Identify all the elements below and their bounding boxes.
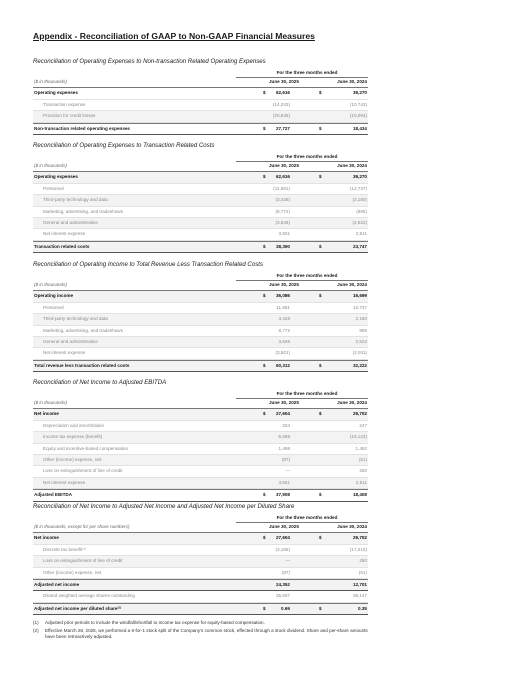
value-2024: (51) bbox=[358, 456, 367, 462]
row-label: Income tax expense (benefit) bbox=[43, 434, 103, 440]
value-2024: 18,408 bbox=[352, 492, 367, 498]
period-header: For the three months ended bbox=[276, 70, 338, 75]
row-label: Marketing, advertising, and tradeshows bbox=[43, 208, 123, 214]
period-header: For the three months ended bbox=[276, 273, 338, 278]
period-header: For the three months ended bbox=[276, 391, 338, 396]
table-row bbox=[33, 241, 368, 253]
value-2025: 8,772 bbox=[278, 327, 290, 333]
value-2024: (10,094) bbox=[349, 113, 367, 119]
table-row bbox=[33, 421, 368, 432]
table-row bbox=[33, 348, 368, 359]
table-row bbox=[33, 88, 368, 99]
column-header-row bbox=[33, 161, 368, 172]
row-label: Provision for credit losses bbox=[43, 113, 96, 119]
table-row bbox=[33, 326, 368, 337]
reconciliation-table bbox=[33, 77, 368, 135]
table-row bbox=[33, 455, 368, 466]
table-row bbox=[33, 303, 368, 314]
value-2025: 38,390 bbox=[275, 243, 290, 249]
footnote-text: Effective March 28, 2025, we performed a 6-for-1 stock split of the Company's common stock, effected through a stock dividend. Share and per-share amounts have been retroactively adjusted. bbox=[45, 628, 368, 639]
value-2025: 60,312 bbox=[275, 362, 290, 368]
section-title: Reconciliation of Operating Expenses to Non-transaction Related Operating Expenses bbox=[33, 58, 266, 65]
row-label: Adjusted EBITDA bbox=[34, 492, 73, 498]
value-2024: 16,699 bbox=[352, 293, 367, 299]
row-label: Diluted weighted average shares outstanding bbox=[43, 593, 135, 599]
value-2024: 2,180 bbox=[355, 316, 367, 322]
table-row bbox=[33, 195, 368, 206]
column-header-2024: June 30, 2024 bbox=[337, 282, 367, 287]
row-label: Personnel bbox=[43, 304, 64, 310]
table-row bbox=[33, 229, 368, 240]
value-2024: (17,210) bbox=[349, 546, 367, 552]
value-2024: (995) bbox=[356, 208, 367, 214]
row-label: General and administrative bbox=[43, 219, 98, 225]
dollar-sign: $ bbox=[263, 605, 266, 611]
row-label: Adjusted net income per diluted share⁽²⁾ bbox=[34, 605, 122, 611]
value-2025: 62,616 bbox=[275, 90, 290, 96]
value-2025: 1,498 bbox=[278, 445, 290, 451]
table-row bbox=[33, 218, 368, 229]
column-header-2025: June 30, 2025 bbox=[269, 524, 299, 529]
value-2024: 12,701 bbox=[352, 581, 367, 587]
value-2024: 0.35 bbox=[358, 605, 367, 611]
value-2025: (87) bbox=[281, 569, 290, 575]
value-2025: (3,846) bbox=[275, 219, 290, 225]
table-row bbox=[33, 466, 368, 477]
column-header-2025: June 30, 2025 bbox=[269, 282, 299, 287]
dollar-sign: $ bbox=[319, 243, 322, 249]
value-2024: 12,737 bbox=[352, 304, 367, 310]
unit-label: ($ in thousands) bbox=[34, 282, 67, 287]
value-2025: 3,501 bbox=[278, 479, 290, 485]
value-2025: 62,616 bbox=[275, 174, 290, 180]
column-header-row bbox=[33, 522, 368, 533]
value-2025: (87) bbox=[281, 456, 290, 462]
table-row bbox=[33, 337, 368, 348]
table-row bbox=[33, 123, 368, 135]
dollar-sign: $ bbox=[263, 362, 266, 368]
table-row bbox=[33, 111, 368, 122]
value-2024: 247 bbox=[359, 422, 367, 428]
value-2025: (8,772) bbox=[275, 208, 290, 214]
value-2024: 260 bbox=[359, 468, 367, 474]
value-2024: (12,737) bbox=[349, 185, 367, 191]
dollar-sign: $ bbox=[319, 411, 322, 417]
dollar-sign: $ bbox=[319, 90, 322, 96]
unit-label: ($ in thousands, except for per share numbers) bbox=[34, 524, 130, 529]
unit-label: ($ in thousands) bbox=[34, 79, 67, 84]
row-label: Third-party technology and data bbox=[43, 197, 108, 203]
dollar-sign: $ bbox=[319, 535, 322, 541]
dollar-sign: $ bbox=[263, 293, 266, 299]
dollar-sign: $ bbox=[263, 90, 266, 96]
table-row bbox=[33, 533, 368, 544]
table-row bbox=[33, 545, 368, 556]
row-label: General and administrative bbox=[43, 338, 98, 344]
value-2025: 3,501 bbox=[278, 231, 290, 237]
section-title: Reconciliation of Net Income to Adjusted EBITDA bbox=[33, 379, 167, 386]
table-row bbox=[33, 478, 368, 489]
row-label: Non-transaction related operating expenses bbox=[34, 125, 130, 131]
value-2025: (3,165) bbox=[275, 546, 290, 552]
value-2025: (3,501) bbox=[275, 350, 290, 356]
value-2024: 2,911 bbox=[355, 479, 367, 485]
value-2024: 29,702 bbox=[352, 535, 367, 541]
table-row bbox=[33, 444, 368, 455]
dollar-sign: $ bbox=[263, 125, 266, 131]
section-title: Reconciliation of Net Income to Adjusted Net Income and Adjusted Net Income per Diluted Share bbox=[33, 503, 295, 510]
value-2024: (16,123) bbox=[349, 434, 367, 440]
value-2024: (2,180) bbox=[352, 197, 367, 203]
column-header-row bbox=[33, 280, 368, 291]
value-2024: 29,702 bbox=[352, 411, 367, 417]
value-2025: 0.69 bbox=[281, 605, 290, 611]
value-2024: 260 bbox=[359, 558, 367, 564]
row-label: Marketing, advertising, and tradeshows bbox=[43, 327, 123, 333]
row-label: Transaction related costs bbox=[34, 243, 90, 249]
value-2024: (10,742) bbox=[349, 101, 367, 107]
value-2025: 37,908 bbox=[275, 492, 290, 498]
table-row bbox=[33, 409, 368, 420]
row-label: Net income bbox=[34, 411, 59, 417]
value-2024: (2,522) bbox=[352, 219, 367, 225]
row-label: Other (income) expense, net bbox=[43, 569, 102, 575]
value-2024: 995 bbox=[359, 327, 367, 333]
reconciliation-table bbox=[33, 280, 368, 372]
reconciliation-table bbox=[33, 522, 368, 615]
value-2024: 39,270 bbox=[352, 174, 367, 180]
column-header-2024: June 30, 2024 bbox=[337, 79, 367, 84]
table-row bbox=[33, 360, 368, 372]
table-row bbox=[33, 207, 368, 218]
row-label: Net interest expense bbox=[43, 231, 86, 237]
value-2025: 35,507 bbox=[275, 593, 290, 599]
row-label: Discrete tax benefit⁽¹⁾ bbox=[43, 546, 87, 552]
row-label: Other (income) expense, net bbox=[43, 456, 102, 462]
table-row bbox=[33, 432, 368, 443]
section-title: Reconciliation of Operating Expenses to Transaction Related Costs bbox=[33, 142, 215, 149]
table-row bbox=[33, 579, 368, 591]
row-label: Net income bbox=[34, 535, 59, 541]
value-2024: 2,522 bbox=[355, 338, 367, 344]
table-row bbox=[33, 489, 368, 501]
footnote-number: (1) bbox=[33, 620, 39, 625]
footnote-text: Adjusted prior periods to include the windfall/shortfall to income tax expense for equity-based compensation. bbox=[45, 620, 265, 625]
reconciliation-table bbox=[33, 161, 368, 253]
column-header-2025: June 30, 2025 bbox=[269, 400, 299, 405]
table-row bbox=[33, 556, 368, 567]
period-header: For the three months ended bbox=[276, 515, 338, 520]
row-label: Net interest expense bbox=[43, 350, 86, 356]
table-row bbox=[33, 100, 368, 111]
value-2025: 3,428 bbox=[278, 316, 290, 322]
value-2025: 11,681 bbox=[276, 304, 290, 310]
value-2024: 2,911 bbox=[355, 231, 367, 237]
value-2025: (14,243) bbox=[272, 101, 290, 107]
column-header-2024: June 30, 2024 bbox=[337, 524, 367, 529]
table-row bbox=[33, 591, 368, 602]
column-header-row bbox=[33, 77, 368, 88]
unit-label: ($ in thousands) bbox=[34, 400, 67, 405]
table-row bbox=[33, 172, 368, 183]
row-label: Depreciation and amortization bbox=[43, 422, 105, 428]
column-header-2025: June 30, 2025 bbox=[269, 163, 299, 168]
dollar-sign: $ bbox=[263, 535, 266, 541]
row-label: Loss on extinguishment of line of credit bbox=[43, 558, 123, 564]
dollar-sign: $ bbox=[319, 605, 322, 611]
value-2025: — bbox=[285, 558, 290, 564]
value-2025: 24,352 bbox=[275, 581, 290, 587]
value-2025: (11,681) bbox=[273, 185, 290, 191]
value-2025: (20,646) bbox=[272, 113, 290, 119]
row-label: Equity and incentive-based compensation bbox=[43, 445, 129, 451]
dollar-sign: $ bbox=[263, 243, 266, 249]
dollar-sign: $ bbox=[319, 492, 322, 498]
row-label: Adjusted net income bbox=[34, 581, 80, 587]
row-label: Transaction expense bbox=[43, 101, 86, 107]
dollar-sign: $ bbox=[263, 174, 266, 180]
dollar-sign: $ bbox=[263, 492, 266, 498]
period-header: For the three months ended bbox=[276, 154, 338, 159]
table-row bbox=[33, 568, 368, 579]
value-2024: 32,222 bbox=[352, 362, 367, 368]
table-row bbox=[33, 314, 368, 325]
dollar-sign: $ bbox=[319, 293, 322, 299]
row-label: Third-party technology and data bbox=[43, 316, 108, 322]
table-row bbox=[33, 184, 368, 195]
table-row bbox=[33, 291, 368, 302]
footnote-number: (2) bbox=[33, 628, 39, 633]
dollar-sign: $ bbox=[319, 362, 322, 368]
value-2024: 39,270 bbox=[352, 90, 367, 96]
unit-label: ($ in thousands) bbox=[34, 163, 67, 168]
value-2025: 3,846 bbox=[278, 338, 290, 344]
value-2025: 324 bbox=[282, 422, 290, 428]
dollar-sign: $ bbox=[263, 411, 266, 417]
row-label: Total revenue less transaction related costs bbox=[34, 362, 130, 368]
value-2024: 18,434 bbox=[352, 125, 367, 131]
value-2025: 27,604 bbox=[275, 411, 290, 417]
value-2024: 1,462 bbox=[355, 445, 367, 451]
value-2025: — bbox=[285, 468, 290, 474]
value-2024: (2,911) bbox=[352, 350, 367, 356]
row-label: Personnel bbox=[43, 185, 64, 191]
row-label: Operating income bbox=[34, 293, 74, 299]
section-title: Reconciliation of Operating Income to Total Revenue Less Transaction Related Costs bbox=[33, 261, 263, 268]
row-label: Net interest expense bbox=[43, 479, 86, 485]
value-2025: 27,604 bbox=[275, 535, 290, 541]
value-2024: 36,147 bbox=[352, 593, 367, 599]
value-2025: 27,727 bbox=[275, 125, 290, 131]
value-2024: (51) bbox=[358, 569, 367, 575]
row-label: Operating expenses bbox=[34, 90, 78, 96]
row-label: Loss on extinguishment of line of credit bbox=[43, 468, 123, 474]
value-2025: 36,086 bbox=[275, 293, 290, 299]
dollar-sign: $ bbox=[319, 174, 322, 180]
value-2025: 5,068 bbox=[278, 434, 290, 440]
column-header-row bbox=[33, 398, 368, 409]
row-label: Operating expenses bbox=[34, 174, 78, 180]
dollar-sign: $ bbox=[319, 125, 322, 131]
column-header-2024: June 30, 2024 bbox=[337, 163, 367, 168]
column-header-2025: June 30, 2025 bbox=[269, 79, 299, 84]
value-2024: 23,747 bbox=[352, 243, 367, 249]
column-header-2024: June 30, 2024 bbox=[337, 400, 367, 405]
table-row bbox=[33, 603, 368, 615]
value-2025: (3,428) bbox=[275, 197, 290, 203]
page-title: Appendix - Reconciliation of GAAP to Non-GAAP Financial Measures bbox=[33, 31, 315, 41]
reconciliation-table bbox=[33, 398, 368, 502]
